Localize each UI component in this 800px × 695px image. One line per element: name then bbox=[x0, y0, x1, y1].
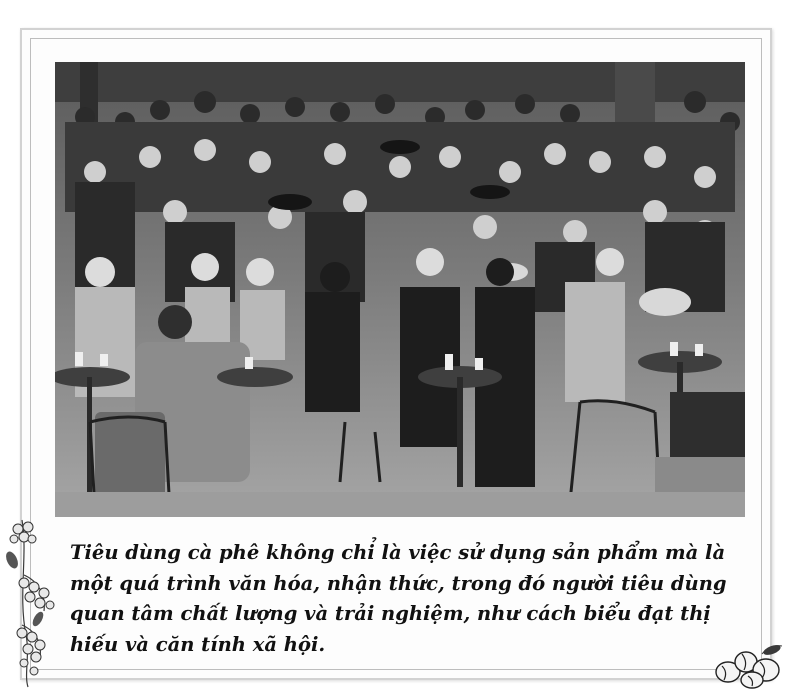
cafe-crowd-photo-svg bbox=[55, 62, 745, 517]
coffee-branch-icon bbox=[4, 515, 60, 690]
coffee-beans-icon bbox=[712, 640, 787, 690]
cafe-crowd-photo bbox=[55, 62, 745, 517]
caption-text: Tiêu dùng cà phê không chỉ là việc sử dụng sản phẩm mà là một quá trình văn hóa, nhận thức, trong đó người tiêu dùng quan tâm chất lượng và trải nghiệm, như cách biểu đạt thị hiếu và căn tính xã hội. bbox=[70, 541, 727, 656]
